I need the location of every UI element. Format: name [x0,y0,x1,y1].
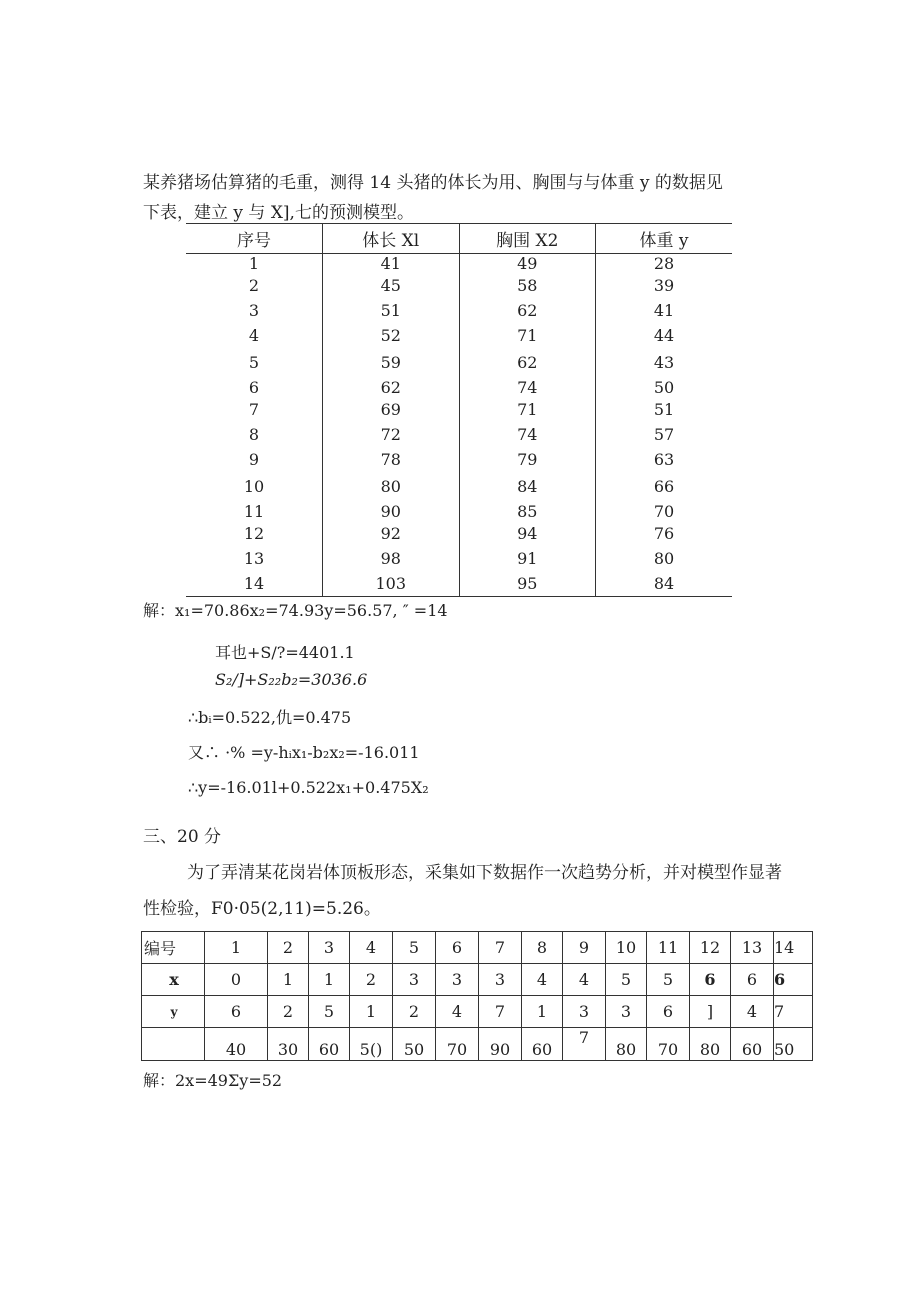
table-cell: 7 [248,400,260,419]
table-cell: 80 [606,1028,647,1061]
table-cell: 13 [731,932,774,964]
table-cell: 40 [205,1028,268,1061]
table-cell: 74 [459,377,596,397]
table-cell: 6 [647,996,690,1028]
table-cell: 7 [774,996,813,1028]
table-cell: 6 [205,996,268,1028]
table-cell: 62 [323,377,460,397]
table-cell: 11 [647,932,690,964]
table-cell: 2 [268,932,309,964]
table-cell: 2 [268,996,309,1028]
table-row [186,422,732,447]
table-cell: 60 [522,1028,563,1061]
table-cell: 1 [309,964,350,996]
table-row [186,447,732,472]
table-cell: 6 [436,932,479,964]
table-cell: 80 [323,472,460,501]
table-cell: 6 [774,964,813,996]
table-cell: 59 [323,348,460,377]
table-cell: 1 [350,996,393,1028]
solution-1-intro: 解：x₁=70.86x₂=74.93y=56.57, ″ =14 [143,601,448,620]
ids-row [142,932,813,964]
table-cell: 84 [459,472,596,501]
table-cell: 43 [596,348,733,377]
row-header-y: y [142,996,205,1028]
table-cell: 12 [690,932,731,964]
table-cell: 49 [459,254,596,274]
table-cell: 12 [243,524,265,543]
table-cell: 94 [459,521,596,546]
table-cell: 8 [248,425,260,444]
formula-5: ∴y=-16.01l+0.522x₁+0.475X₂ [188,778,429,797]
table-cell: 11 [243,501,265,521]
table-cell: 58 [459,273,596,298]
table-cell: 14 [774,932,813,964]
x-row [142,964,813,996]
table-cell: 76 [596,521,733,546]
table-cell: 7 [563,1028,606,1061]
solution-2: 解：2x=49Σy=52 [143,1071,283,1090]
y-row [142,996,813,1028]
row-header-id: 编号 [142,932,205,964]
table-row [186,501,732,521]
table-row [186,377,732,397]
table-cell: 5 [248,353,260,372]
table-row [186,254,732,274]
table-cell: 7 [479,996,522,1028]
table-cell: 4 [731,996,774,1028]
table-row [186,273,732,298]
table-row [186,546,732,571]
table-cell: 1 [522,996,563,1028]
table-cell: 6 [690,964,731,996]
table-cell: 72 [323,422,460,447]
table-cell: 14 [186,571,323,597]
table-cell: 60 [731,1028,774,1061]
table-cell: 9 [563,932,606,964]
table-cell: 74 [459,422,596,447]
table-cell: 10 [606,932,647,964]
table-cell: 4 [436,996,479,1028]
table-cell: 66 [596,472,733,501]
table-cell: 4 [563,964,606,996]
table-cell: 84 [596,571,733,597]
table-cell: 98 [323,546,460,571]
table-row [186,397,732,422]
table-cell: 30 [268,1028,309,1061]
table-cell: 3 [563,996,606,1028]
table-row [186,298,732,323]
section-3-title: 三、20 分 [143,827,222,847]
table-cell: 71 [459,323,596,348]
table-cell: 57 [596,422,733,447]
table-cell: 90 [323,501,460,521]
header-index: 序号 [186,224,323,254]
table-cell: 45 [323,273,460,298]
table-cell: 3 [479,964,522,996]
formula-1: 耳也+S/?=4401.1 [215,643,355,662]
table-cell: 8 [522,932,563,964]
section-3-paragraph: 为了弄清某花岗岩体顶板形态，采集如下数据作一次趋势分析，并对模型作显著性检验，F0·05(2,11)=5.26。 [143,863,782,919]
table-cell: 5() [350,1028,393,1061]
table-body [186,254,732,597]
table-header-row [186,224,732,254]
table-cell: 5 [309,996,350,1028]
table-cell: 3 [606,996,647,1028]
table-cell: 79 [459,447,596,472]
table-cell: 71 [459,397,596,422]
table-cell: 28 [596,254,733,274]
header-body-length: 体长 Xl [323,224,460,254]
table-cell: 50 [393,1028,436,1061]
table-cell: 3 [436,964,479,996]
table-cell: 69 [323,397,460,422]
table-cell: 51 [323,298,460,323]
table-cell: 2 [393,996,436,1028]
granite-data-table [141,931,813,1061]
table-row [186,348,732,377]
table-row [186,323,732,348]
table-cell: 44 [596,323,733,348]
table-cell: 0 [205,964,268,996]
table-cell: 7 [479,932,522,964]
table-cell: 92 [323,521,460,546]
header-chest-girth: 胸围 X2 [459,224,596,254]
formula-3: ∴bᵢ=0.522,仇=0.475 [188,708,352,727]
formula-2: S₂/]+S₂₂b₂=3036.6 [215,670,368,689]
table-cell: 91 [459,546,596,571]
table-cell: 1 [268,964,309,996]
table-cell: 4 [350,932,393,964]
table-cell: 3 [248,301,260,320]
table-cell: 4 [248,326,260,345]
table-cell: 70 [596,501,733,521]
table-cell: 95 [459,571,596,597]
table-cell: 80 [690,1028,731,1061]
table-row [186,472,732,501]
table-cell: 85 [459,501,596,521]
table-row [186,521,732,546]
table-row [186,571,732,597]
table-cell: 80 [596,546,733,571]
table-cell: 90 [479,1028,522,1061]
table-cell: 6 [248,377,260,397]
table-cell: 62 [459,348,596,377]
table-cell: 5 [647,964,690,996]
table-cell: 70 [436,1028,479,1061]
table-cell: 63 [596,447,733,472]
row-header-x: x [142,964,205,996]
table-cell: 41 [323,254,460,274]
table-cell: 1 [248,254,260,273]
table-cell: 2 [350,964,393,996]
table-cell: 10 [243,477,265,496]
table-cell: 9 [248,450,260,469]
header-weight: 体重 y [596,224,733,254]
z-row [142,1028,813,1061]
table-cell: 50 [774,1028,813,1061]
table-cell: 4 [522,964,563,996]
table-cell: ] [690,996,731,1028]
table-cell: 1 [205,932,268,964]
problem-intro [143,168,723,228]
table-cell: 70 [647,1028,690,1061]
table-cell: 6 [731,964,774,996]
table-cell: 13 [243,549,265,568]
table-cell: 62 [459,298,596,323]
intro-line-2: 下表，建立 y 与 X],七的预测模型。 [143,203,414,223]
formula-4: 又∴ ·% =y-hᵢx₁-b₂x₂=-16.011 [188,743,420,762]
table-cell: 5 [606,964,647,996]
table-cell: 5 [393,932,436,964]
table-cell: 78 [323,447,460,472]
table-cell: 51 [596,397,733,422]
table-cell: 3 [309,932,350,964]
table-cell: 39 [596,273,733,298]
table-cell: 2 [248,276,260,295]
table-cell: 103 [323,571,460,597]
table-cell: 60 [309,1028,350,1061]
intro-line-1: 某养猪场估算猪的毛重，测得 14 头猪的体长为用、胸围与与体重 y 的数据见 [143,173,723,193]
table-cell: 52 [323,323,460,348]
table-cell: 50 [596,377,733,397]
table-cell: 3 [393,964,436,996]
table-cell: 41 [596,298,733,323]
pig-data-table [186,223,732,597]
row-header-z [142,1028,205,1061]
